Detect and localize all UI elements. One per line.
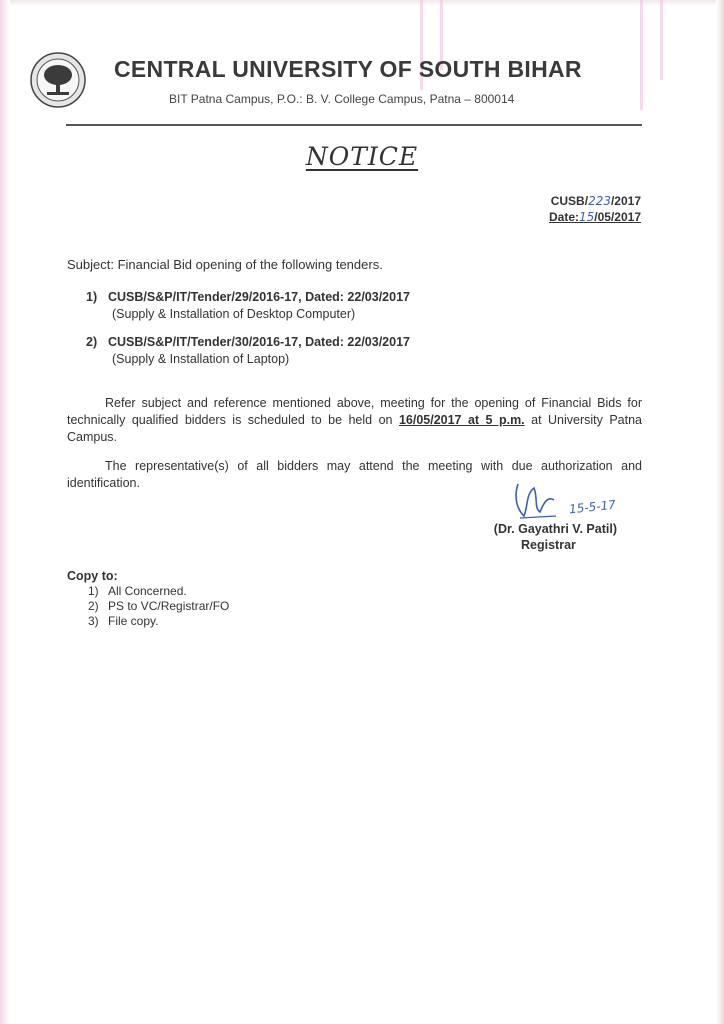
- list-item: [88, 599, 229, 614]
- notice-heading: [0, 142, 724, 171]
- date-rest: /05/2017: [594, 210, 641, 224]
- tender-description: (Supply & Installation of Laptop): [112, 352, 290, 366]
- notice-heading-text: NOTICE: [305, 142, 419, 171]
- list-item-text: PS to VC/Registrar/FO: [108, 599, 230, 613]
- reference-number: [549, 193, 641, 209]
- list-item: [88, 614, 229, 629]
- list-item-number: 1): [88, 584, 99, 598]
- copy-to-label: Copy to:: [67, 569, 118, 583]
- date-day-handwritten: 15: [579, 210, 595, 224]
- tender-number: 2): [86, 335, 98, 349]
- list-item-number: 2): [88, 599, 99, 613]
- tender-item: [86, 334, 410, 368]
- signatory-designation: Registrar: [521, 538, 576, 552]
- signature-date-handwritten: 15-5-17: [568, 497, 617, 517]
- list-item-number: 3): [88, 614, 99, 628]
- scan-streak: [660, 0, 663, 80]
- scan-top-edge: [0, 0, 724, 6]
- tender-code: CUSB/S&P/IT/Tender/30/2016-17, Dated: 22/03/2017: [108, 335, 410, 349]
- tender-code: CUSB/S&P/IT/Tender/29/2016-17, Dated: 22/03/2017: [108, 290, 410, 304]
- meeting-paragraph: [67, 395, 642, 446]
- meeting-text: Refer subject and reference mentioned above, meeting for the opening of Financial Bids for technically qualified bidders is scheduled to be held on: [67, 396, 642, 427]
- tender-description: (Supply & Installation of Desktop Computer): [112, 307, 356, 321]
- subject-line: Subject: Financial Bid opening of the following tenders.: [67, 257, 383, 272]
- reference-prefix: CUSB/: [550, 194, 589, 208]
- header-divider: [66, 124, 642, 126]
- tender-number: 1): [86, 290, 98, 304]
- copy-to-list: [88, 584, 229, 629]
- tender-item: [86, 289, 410, 323]
- scan-streak: [640, 0, 643, 110]
- date-label: Date:: [548, 210, 579, 224]
- attendance-paragraph: The representative(s) of all bidders may attend the meeting with due authorization and identification.: [67, 459, 642, 490]
- signatory-name: (Dr. Gayathri V. Patil): [493, 522, 617, 536]
- reference-suffix: /2017: [610, 194, 641, 208]
- university-address: BIT Patna Campus, P.O.: B. V. College Campus, Patna – 800014: [169, 92, 515, 106]
- university-name: CENTRAL UNIVERSITY OF SOUTH BIHAR: [114, 56, 582, 82]
- reference-block: [549, 193, 641, 225]
- list-item: [88, 584, 229, 599]
- meeting-datetime: 16/05/2017 at 5 p.m.: [398, 413, 525, 427]
- list-item-text: File copy.: [108, 614, 159, 628]
- reference-number-handwritten: 223: [588, 194, 611, 208]
- reference-date: [549, 209, 641, 225]
- list-item-text: All Concerned.: [108, 584, 187, 598]
- university-logo-icon: [30, 52, 86, 108]
- meeting-venue: at University Patna Campus.: [67, 413, 642, 444]
